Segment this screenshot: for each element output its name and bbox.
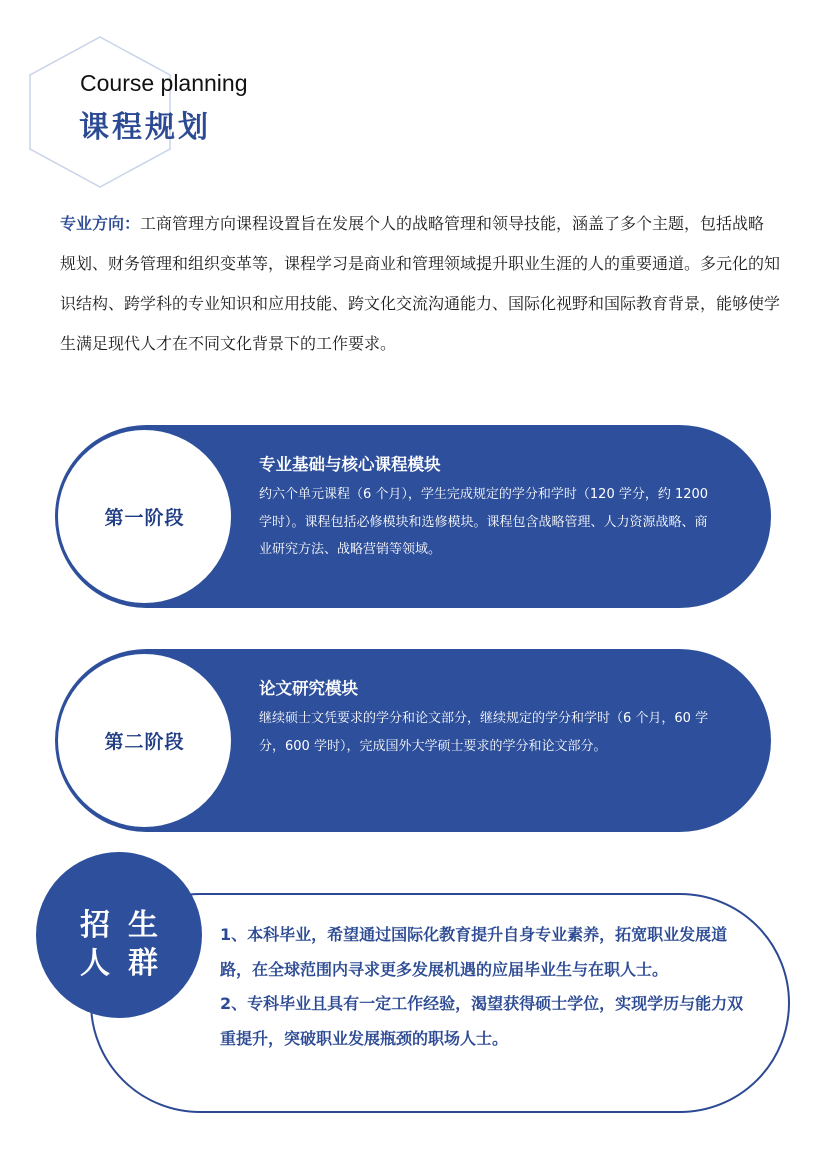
intro-paragraph — [60, 204, 780, 364]
audience-title-line2: 人群 — [80, 946, 176, 981]
section-title: 课程规划 — [79, 110, 211, 145]
stage-label: 第二阶段 — [104, 731, 185, 753]
stage-card-2 — [55, 649, 771, 832]
audience-badge — [36, 852, 202, 1018]
intro-body: 工商管理方向课程设置旨在发展个人的战略管理和领导技能，涵盖了多个主题，包括战略规划、财务管理和组织变革等，课程学习是商业和管理领域提升职业生涯的人的重要通道。多元化的知识结构、跨学科的专业知识和应用技能、跨文化交流沟通能力、国际化视野和国际教育背景，能够使学生满足现代人才在不同文化背景下的工作要求。 — [60, 214, 781, 353]
section-subtitle: Course planning — [80, 70, 248, 96]
stage-label: 第一阶段 — [104, 507, 185, 529]
audience-list — [220, 918, 755, 1056]
audience-item-1: 1、本科毕业，希望通过国际化教育提升自身专业素养，拓宽职业发展道路，在全球范围内寻求更多发展机遇的应届毕业生与在职人士。 — [220, 925, 728, 979]
stage-title: 论文研究模块 — [259, 679, 358, 698]
stage-badge — [58, 654, 231, 827]
stage-description: 约六个单元课程（6 个月），学生完成规定的学分和学时（120 学分，约 1200 学时）。课程包括必修模块和选修模块。课程包含战略管理、人力资源战略、商业研究方法、战略营销等领域。 — [259, 487, 709, 557]
stage-badge — [58, 430, 231, 603]
audience-item-2: 2、专科毕业且具有一定工作经验，渴望获得硕士学位，实现学历与能力双重提升，突破职业发展瓶颈的职场人士。 — [220, 994, 744, 1048]
stage-card-1 — [55, 425, 771, 608]
stage-title: 专业基础与核心课程模块 — [259, 455, 441, 474]
intro-lead: 专业方向： — [60, 214, 141, 233]
audience-title-line1: 招生 — [80, 908, 176, 943]
stage-description: 继续硕士文凭要求的学分和论文部分，继续规定的学分和学时（6 个月，60 学分，600 学时），完成国外大学硕士要求的学分和论文部分。 — [259, 711, 709, 754]
